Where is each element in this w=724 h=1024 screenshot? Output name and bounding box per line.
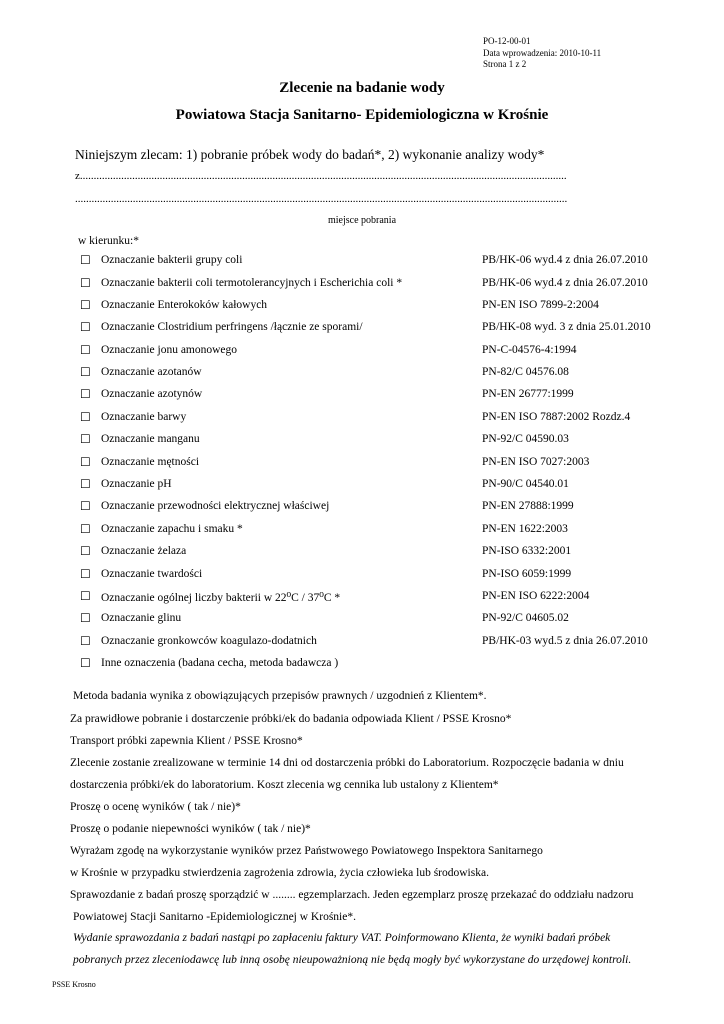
doc-page: Strona 1 z 2 (483, 59, 527, 69)
checkbox[interactable]: ☐ (80, 499, 91, 513)
test-method: PN-EN ISO 7887:2002 Rozdz.4 (482, 411, 631, 423)
checkbox[interactable]: ☐ (80, 455, 91, 469)
test-row (80, 544, 680, 562)
test-label: Oznaczanie pH (101, 478, 172, 490)
terms-paragraph: Za prawidłowe pobranie i dostarczenie próbki/ek do badania odpowiada Klient / PSSE Krosno* (70, 713, 512, 725)
test-row (80, 656, 680, 674)
test-method: PN-ISO 6059:1999 (482, 568, 572, 580)
intro-text: Niniejszym zlecam: 1) pobranie próbek wody do badań*, 2) wykonanie analizy wody* (75, 147, 545, 162)
test-method: PN-EN ISO 6222:2004 (482, 590, 590, 602)
checkbox[interactable]: ☐ (80, 253, 91, 267)
checkbox[interactable]: ☐ (80, 432, 91, 446)
test-row (80, 298, 680, 316)
test-label: Oznaczanie azotanów (101, 366, 202, 378)
terms-paragraph: Metoda badania wynika z obowiązujących przepisów prawnych / uzgodnień z Klientem*. (73, 690, 487, 702)
test-row (80, 365, 680, 383)
checkbox[interactable]: ☐ (80, 298, 91, 312)
test-method: PB/HK-03 wyd.5 z dnia 26.07.2010 (482, 635, 648, 647)
test-label: Oznaczanie azotynów (101, 388, 203, 400)
checkbox[interactable]: ☐ (80, 611, 91, 625)
test-label: Oznaczanie ogólnej liczby bakterii w 22⁰C / 37⁰C * (101, 592, 341, 604)
test-method: PN-EN ISO 7899-2:2004 (482, 299, 599, 311)
checkbox[interactable]: ☐ (80, 522, 91, 536)
test-method: PN-82/C 04576.08 (482, 366, 569, 378)
test-row (80, 387, 680, 405)
invoice-notice: Wydanie sprawozdania z badań nastąpi po zapłaceniu faktury VAT. Poinformowano Klienta, że wyniki badań próbek (73, 932, 611, 944)
test-label: Oznaczanie bakterii grupy coli (101, 254, 243, 266)
test-row (80, 634, 680, 652)
test-method: PN-EN 27888:1999 (482, 500, 574, 512)
test-method: PB/HK-06 wyd.4 z dnia 26.07.2010 (482, 254, 648, 266)
test-method: PN-90/C 04540.01 (482, 478, 569, 490)
location-line-1[interactable]: z................................................................................................................................................................................. (75, 170, 567, 182)
checkbox[interactable]: ☐ (80, 276, 91, 290)
direction-label: w kierunku:* (78, 235, 140, 247)
terms-paragraph: w Krośnie w przypadku stwierdzenia zagrożenia zdrowia, życia człowieka lub środowiska. (70, 867, 489, 879)
test-row (80, 499, 680, 517)
test-method: PN-EN 26777:1999 (482, 388, 574, 400)
test-label: Oznaczanie barwy (101, 411, 187, 423)
test-method: PN-92/C 04605.02 (482, 612, 569, 624)
terms-paragraph: Proszę o podanie niepewności wyników ( tak / nie)* (70, 823, 311, 835)
test-label: Oznaczanie Enterokoków kałowych (101, 299, 268, 311)
page-title: Zlecenie na badanie wody (279, 80, 445, 96)
checkbox[interactable]: ☐ (80, 343, 91, 357)
invoice-notice: pobranych przez zleceniodawcę lub inną osobę nieupoważnioną nie będą mogły być wykorzystane do urzędowej kontroli. (73, 954, 632, 966)
checkbox[interactable]: ☐ (80, 544, 91, 558)
test-row (80, 455, 680, 473)
test-method: PB/HK-06 wyd.4 z dnia 26.07.2010 (482, 277, 648, 289)
test-row (80, 477, 680, 495)
test-row (80, 410, 680, 428)
test-method: PN-C-04576-4:1994 (482, 344, 577, 356)
footer-text: PSSE Krosno (52, 980, 96, 989)
test-label: Oznaczanie twardości (101, 568, 203, 580)
terms-paragraph: dostarczenia próbki/ek do laboratorium. Koszt zlecenia wg cennika lub ustalony z Klientem* (70, 779, 499, 791)
test-row (80, 320, 680, 338)
test-row (80, 611, 680, 629)
test-label: Oznaczanie bakterii coli termotolerancyjnych i Escherichia coli * (101, 277, 403, 289)
page-subtitle: Powiatowa Stacja Sanitarno- Epidemiologiczna w Krośnie (175, 107, 549, 123)
document-meta (483, 36, 601, 71)
test-label: Inne oznaczenia (badana cecha, metoda badawcza ) (101, 657, 339, 669)
location-line-2[interactable]: ................................................................................................................................................................................... (75, 193, 568, 205)
terms-paragraph: Zlecenie zostanie zrealizowane w terminie 14 dni od dostarczenia próbki do Laboratorium. Rozpoczęcie badania w dniu (70, 757, 624, 769)
test-label: Oznaczanie gronkowców koagulazo-dodatnich (101, 635, 317, 647)
test-method: PN-EN 1622:2003 (482, 523, 568, 535)
test-method: PN-EN ISO 7027:2003 (482, 456, 590, 468)
test-label: Oznaczanie zapachu i smaku * (101, 523, 243, 535)
terms-paragraph: Wyrażam zgodę na wykorzystanie wyników przez Państwowego Powiatowego Inspektora Sanitarnego (70, 845, 543, 857)
terms-paragraph: Transport próbki zapewnia Klient / PSSE Krosno* (70, 735, 303, 747)
test-method: PN-92/C 04590.03 (482, 433, 569, 445)
test-row (80, 253, 680, 271)
test-row (80, 432, 680, 450)
checkbox[interactable]: ☐ (80, 365, 91, 379)
checkbox[interactable]: ☐ (80, 387, 91, 401)
test-row (80, 522, 680, 540)
test-label: Oznaczanie mętności (101, 456, 200, 468)
test-row (80, 567, 680, 585)
checkbox[interactable]: ☐ (80, 320, 91, 334)
test-row (80, 589, 680, 607)
terms-paragraph: Sprawozdanie z badań proszę sporządzić w ........ egzemplarzach. Jeden egzemplarz proszę przekazać do oddziału nadzoru (70, 889, 634, 901)
test-label: Oznaczanie Clostridium perfringens /łącznie ze sporami/ (101, 321, 363, 333)
test-row (80, 343, 680, 361)
checkbox[interactable]: ☐ (80, 656, 91, 670)
test-method: PN-ISO 6332:2001 (482, 545, 572, 557)
checkbox[interactable]: ☐ (80, 477, 91, 491)
test-row (80, 276, 680, 294)
test-label: Oznaczanie glinu (101, 612, 182, 624)
test-label: Oznaczanie jonu amonowego (101, 344, 238, 356)
terms-paragraph: Proszę o ocenę wyników ( tak / nie)* (70, 801, 241, 813)
location-caption: miejsce pobrania (327, 215, 397, 226)
terms-paragraph: Powiatowej Stacji Sanitarno -Epidemiologicznej w Krośnie*. (73, 911, 356, 923)
checkbox[interactable]: ☐ (80, 410, 91, 424)
checkbox[interactable]: ☐ (80, 634, 91, 648)
doc-date: Data wprowadzenia: 2010-10-11 (483, 47, 602, 58)
test-method: PB/HK-08 wyd. 3 z dnia 25.01.2010 (482, 321, 651, 333)
checkbox[interactable]: ☐ (80, 589, 91, 603)
test-label: Oznaczanie manganu (101, 433, 200, 445)
checkbox[interactable]: ☐ (80, 567, 91, 581)
test-label: Oznaczanie żelaza (101, 545, 187, 557)
doc-code: PO-12-00-01 (483, 36, 531, 46)
test-label: Oznaczanie przewodności elektrycznej właściwej (101, 500, 330, 512)
